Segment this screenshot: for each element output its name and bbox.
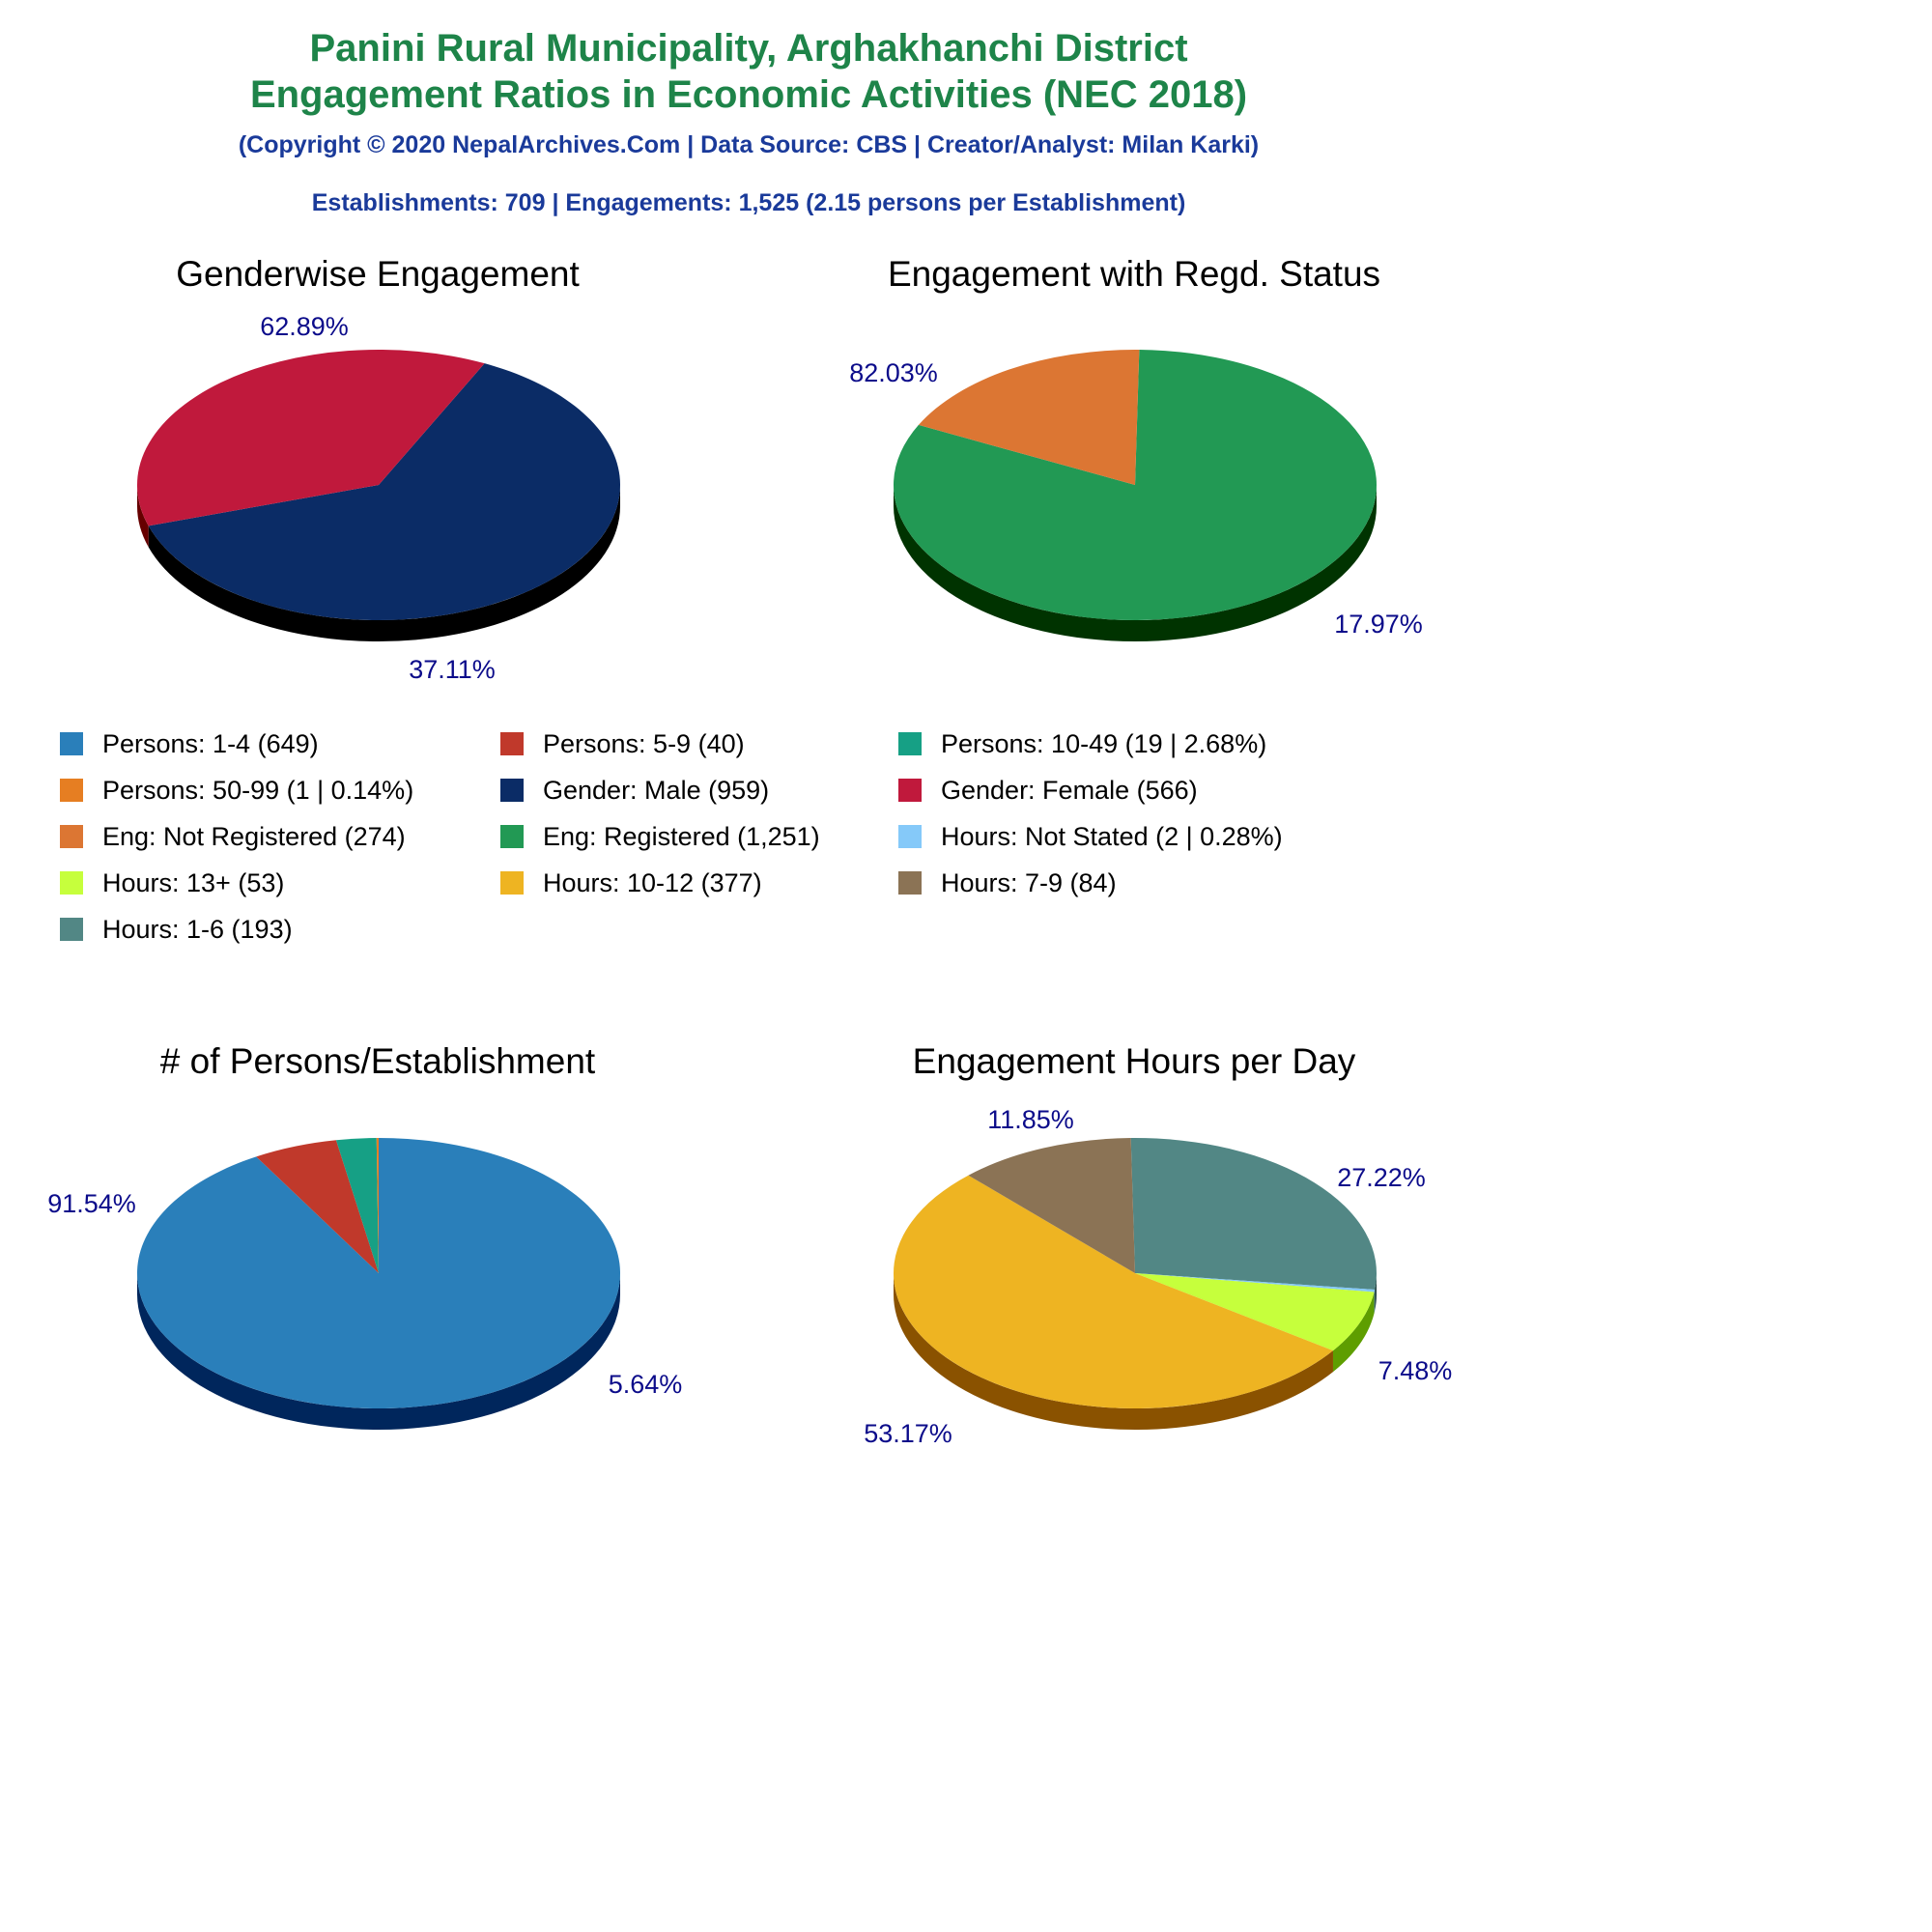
pie-side-wall (1375, 1290, 1376, 1313)
pie-percent-label: 5.64% (608, 1370, 683, 1399)
pie-percent-label: 91.54% (47, 1189, 136, 1218)
legend-label: Hours: 1-6 (193) (102, 914, 293, 944)
chart-title-persons: # of Persons/Establishment (159, 1041, 596, 1081)
pie-percent-label: 53.17% (864, 1419, 952, 1448)
legend-item (898, 729, 1266, 758)
legend-item (60, 915, 293, 944)
legend-swatch (60, 779, 83, 802)
legend-swatch (500, 871, 524, 895)
legend-label: Persons: 1-4 (649) (102, 728, 319, 758)
legend-swatch (60, 732, 83, 755)
pie-percent-label: 11.85% (987, 1105, 1074, 1134)
legend-item (500, 729, 745, 758)
legend-label: Hours: 7-9 (84) (941, 867, 1117, 897)
legend-item (898, 868, 1117, 897)
legend-swatch (500, 825, 524, 848)
legend-swatch (898, 779, 922, 802)
legend-item (60, 776, 413, 805)
pie-percent-label: 37.11% (409, 655, 496, 684)
chart-title-registration: Engagement with Regd. Status (887, 254, 1381, 294)
legend-swatch (500, 732, 524, 755)
legend-swatch (898, 825, 922, 848)
legend-swatch (898, 871, 922, 895)
legend-item (60, 868, 284, 897)
legend-item (500, 868, 762, 897)
legend-item (898, 776, 1198, 805)
legend-item (60, 822, 406, 851)
legend-label: Eng: Registered (1,251) (543, 821, 820, 851)
legend-label: Hours: 10-12 (377) (543, 867, 762, 897)
chart-title-gender: Genderwise Engagement (176, 254, 580, 294)
legend-label: Persons: 50-99 (1 | 0.14%) (102, 775, 414, 805)
pie-percent-label: 82.03% (849, 358, 938, 387)
pie-chart (47, 1138, 682, 1430)
pie-chart (137, 312, 620, 684)
pie-percent-label: 27.22% (1337, 1163, 1426, 1192)
legend-label: Hours: 13+ (53) (102, 867, 285, 897)
main-title-line1: Panini Rural Municipality, Arghakhanchi District (309, 27, 1188, 70)
legend-swatch (60, 871, 83, 895)
pie-chart (864, 1105, 1452, 1448)
legend-swatch (500, 779, 524, 802)
legend-swatch (60, 918, 83, 941)
summary-line: Establishments: 709 | Engagements: 1,525 (2.15 persons per Establishment) (311, 189, 1186, 216)
legend-item (60, 729, 319, 758)
legend-label: Gender: Female (566) (941, 775, 1198, 805)
legend-label: Hours: Not Stated (2 | 0.28%) (941, 821, 1283, 851)
pie-percent-label: 7.48% (1378, 1356, 1453, 1385)
legend-swatch (898, 732, 922, 755)
pie-slice (1131, 1138, 1377, 1290)
legend-label: Gender: Male (959) (543, 775, 770, 805)
legend-label: Persons: 5-9 (40) (543, 728, 745, 758)
legend-label: Persons: 10-49 (19 | 2.68%) (941, 728, 1267, 758)
legend-label: Eng: Not Registered (274) (102, 821, 406, 851)
chart-title-hours: Engagement Hours per Day (912, 1041, 1356, 1081)
pie-percent-label: 62.89% (260, 312, 349, 341)
copyright-line: (Copyright © 2020 NepalArchives.Com | Data Source: CBS | Creator/Analyst: Milan Karki) (238, 131, 1260, 158)
legend-swatch (60, 825, 83, 848)
main-title-line2: Engagement Ratios in Economic Activities (NEC 2018) (249, 73, 1248, 116)
pie-percent-label: 17.97% (1334, 610, 1423, 639)
pie-chart (849, 350, 1423, 641)
legend-item (500, 822, 820, 851)
legend-item (898, 822, 1283, 851)
legend-item (500, 776, 769, 805)
pie-slice (137, 1138, 620, 1408)
